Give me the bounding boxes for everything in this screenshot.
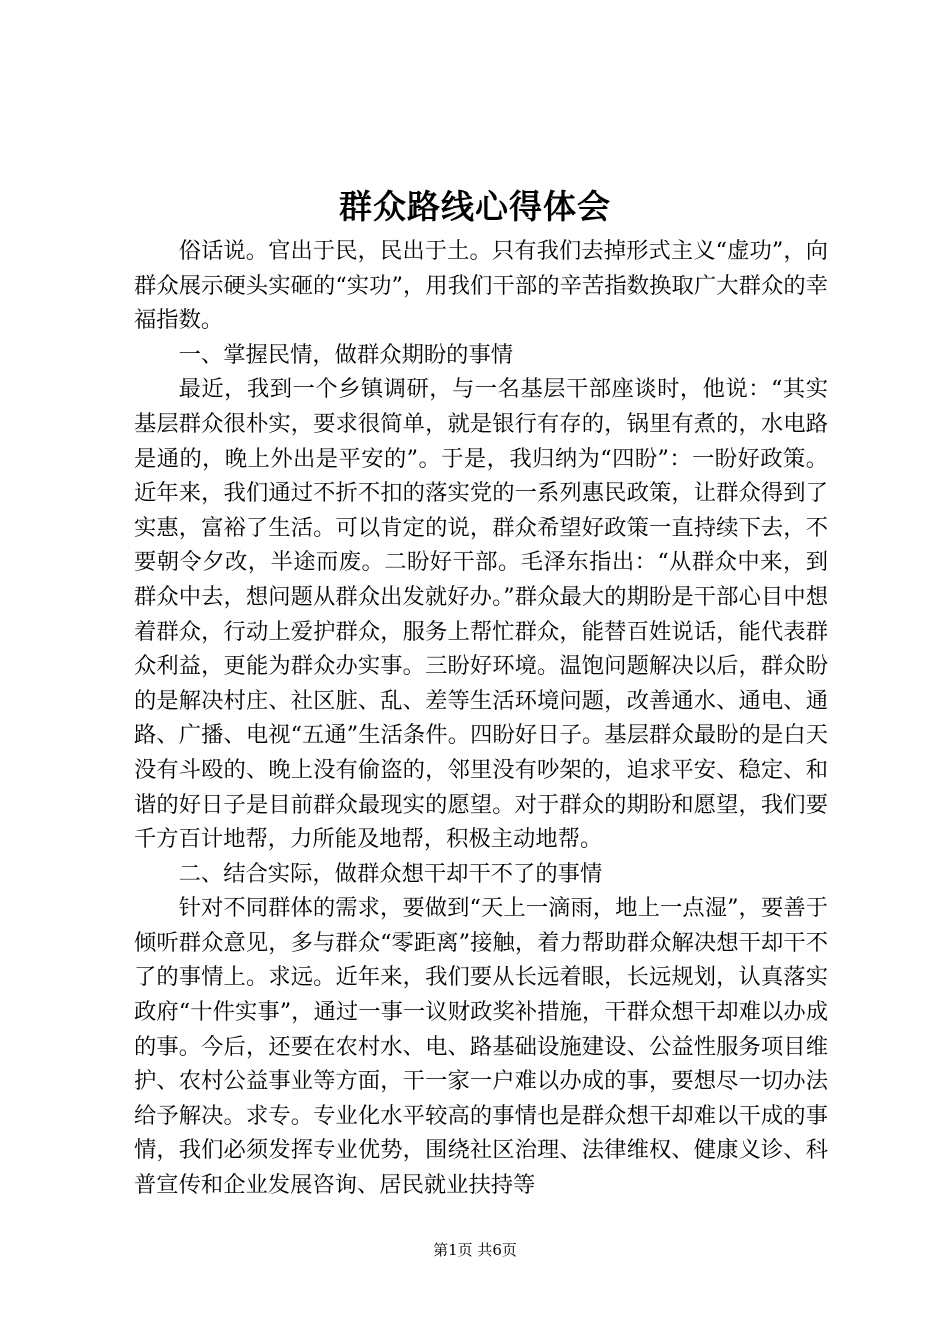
document-body: [134, 234, 828, 1203]
paragraph-section-1: 最近，我到一个乡镇调研，与一名基层干部座谈时，他说：“其实基层群众很朴实，要求很简单，就是银行有存的，锅里有煮的，水电路是通的，晚上外出是平安的”。于是，我归纳为“四盼”：一盼好政策。近年来，我们通过不折不扣的落实党的一系列惠民政策，让群众得到了实惠，富裕了生活。可以肯定的说，群众希望好政策一直持续下去，不要朝令夕改，半途而废。二盼好干部。毛泽东指出：“从群众中来，到群众中去，想问题从群众出发就好办。”群众最大的期盼是干部心目中想着群众，行动上爱护群众，服务上帮忙群众，能替百姓说话，能代表群众利益，更能为群众办实事。三盼好环境。温饱问题解决以后，群众盼的是解决村庄、社区脏、乱、差等生活环境问题，改善通水、通电、通路、广播、电视“五通”生活条件。四盼好日子。基层群众最盼的是白天没有斗殴的、晚上没有偷盗的，邻里没有吵架的，追求平安、稳定、和谐的好日子是目前群众最现实的愿望。对于群众的期盼和愿望，我们要千方百计地帮，力所能及地帮，积极主动地帮。: [134, 376, 828, 853]
section-heading-1: 一、掌握民情，做群众期盼的事情: [178, 341, 514, 368]
document-title: 群众路线心得体会: [339, 187, 611, 226]
section-heading-2: 二、结合实际，做群众想干却干不了的事情: [178, 860, 603, 887]
paragraph-intro: 俗话说。官出于民，民出于土。只有我们去掉形式主义“虚功”，向群众展示硬头实砸的“实功”，用我们干部的辛苦指数换取广大群众的幸福指数。: [134, 238, 828, 334]
page-footer: 第1页 共6页: [433, 1241, 517, 1259]
paragraph-section-2: 针对不同群体的需求，要做到“天上一滴雨，地上一点湿”，要善于倾听群众意见，多与群众“零距离”接触，着力帮助群众解决想干却干不了的事情上。求远。近年来，我们要从长远着眼，长远规划，认真落实政府“十件实事”，通过一事一议财政奖补措施，干群众想干却难以办成的事。今后，还要在农村水、电、路基础设施建设、公益性服务项目维护、农村公益事业等方面，干一家一户难以办成的事，要想尽一切办法给予解决。求专。专业化水平较高的事情也是群众想干却难以干成的事情，我们必须发挥专业优势，围绕社区治理、法律维权、健康义诊、科普宣传和企业发展咨询、居民就业扶持等: [134, 895, 828, 1199]
